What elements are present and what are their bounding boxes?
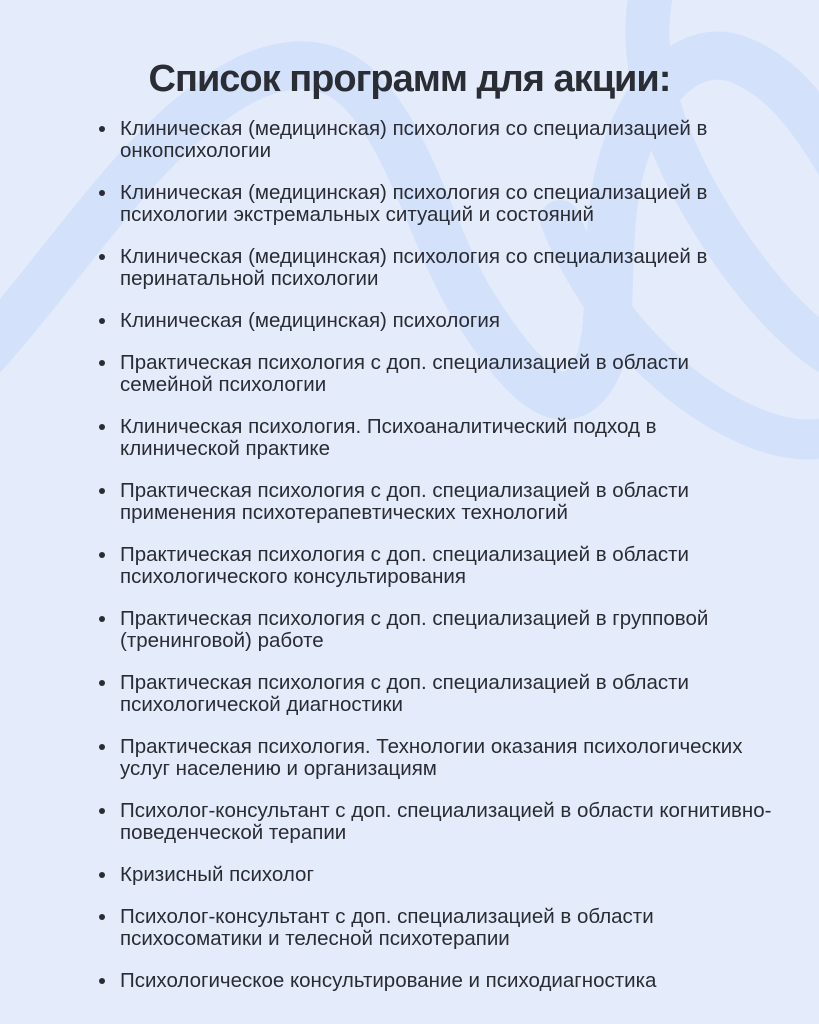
list-item-text: Клиническая психология. Психоаналитический подход в клинической практике xyxy=(120,415,657,460)
list-item xyxy=(97,864,777,886)
bullet-icon xyxy=(99,318,105,324)
bullet-icon xyxy=(99,616,105,622)
list-item xyxy=(97,906,777,950)
bullet-icon xyxy=(99,680,105,686)
bullet-icon xyxy=(99,872,105,878)
list-item-text: Психолог-консультант с доп. специализацией в области когнитивно-поведенческой терапии xyxy=(120,799,772,844)
list-item-text: Психолог-консультант с доп. специализацией в области психосоматики и телесной психотерапии xyxy=(120,905,654,950)
list-item-text: Клиническая (медицинская) психология со специализацией в онкопсихологии xyxy=(120,117,708,162)
bullet-icon xyxy=(99,978,105,984)
list-item xyxy=(97,310,777,332)
bullet-icon xyxy=(99,254,105,260)
bullet-icon xyxy=(99,126,105,132)
bullet-icon xyxy=(99,488,105,494)
list-item-text: Клиническая (медицинская) психология со специализацией в перинатальной психологии xyxy=(120,245,708,290)
list-item-text: Практическая психология с доп. специализацией в области семейной психологии xyxy=(120,351,689,396)
list-item-text: Практическая психология с доп. специализацией в области психологической диагностики xyxy=(120,671,689,716)
list-item xyxy=(97,182,777,226)
list-item xyxy=(97,480,777,524)
list-item-text: Практическая психология с доп. специализацией в области психологического консультирования xyxy=(120,543,689,588)
bullet-icon xyxy=(99,914,105,920)
list-item xyxy=(97,608,777,652)
list-item-text: Клиническая (медицинская) психология со специализацией в психологии экстремальных ситуаций и состояний xyxy=(120,181,708,226)
list-item-text: Практическая психология. Технологии оказания психологических услуг населению и организациям xyxy=(120,735,743,780)
bullet-icon xyxy=(99,808,105,814)
list-item xyxy=(97,118,777,162)
bullet-icon xyxy=(99,744,105,750)
list-item xyxy=(97,736,777,780)
list-item-text: Клиническая (медицинская) психология xyxy=(120,309,500,332)
list-item-text: Психологическое консультирование и психодиагностика xyxy=(120,969,657,992)
bullet-icon xyxy=(99,552,105,558)
list-item xyxy=(97,416,777,460)
list-item-text: Кризисный психолог xyxy=(120,863,314,886)
list-item-text: Практическая психология с доп. специализацией в области применения психотерапевтических технологий xyxy=(120,479,689,524)
page-title: Список программ для акции: xyxy=(148,58,671,100)
list-item xyxy=(97,970,777,992)
list-item-text: Практическая психология с доп. специализацией в групповой (тренинговой) работе xyxy=(120,607,709,652)
list-item xyxy=(97,246,777,290)
bullet-icon xyxy=(99,360,105,366)
list-item xyxy=(97,544,777,588)
bullet-icon xyxy=(99,190,105,196)
program-list xyxy=(97,118,777,992)
list-item xyxy=(97,352,777,396)
list-item xyxy=(97,672,777,716)
list-item xyxy=(97,800,777,844)
bullet-icon xyxy=(99,424,105,430)
